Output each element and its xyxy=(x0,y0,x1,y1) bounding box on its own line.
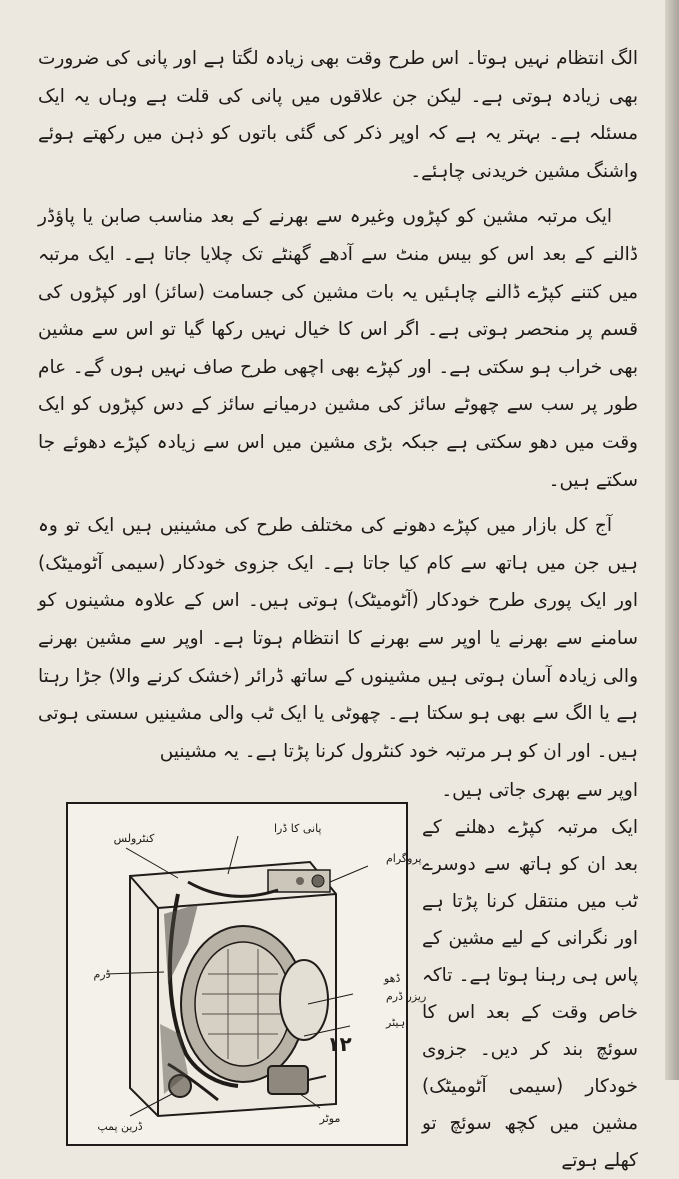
page-number: ۱۲ xyxy=(327,1032,352,1056)
side-line-1: اوپر سے بھری جاتی ہیں۔ xyxy=(441,780,638,802)
label-reservoir-drum: ریزر ڈرم xyxy=(386,990,427,1004)
label-program: پروگرام xyxy=(386,852,422,866)
side-column xyxy=(422,772,638,1179)
washing-machine-diagram xyxy=(66,802,427,1146)
book-page xyxy=(38,40,638,1172)
label-wash: ڈھو xyxy=(384,972,401,986)
side-paragraph: ایک مرتبہ کپڑے دھلنے کے بعد ان کو ہاتھ سے دوسرے ٹب میں منتقل کرنا پڑتا ہے اور نگرانی کے لیے مشین کے پاس ہی رہنا ہوتا ہے۔ تاکہ خاص وقت کے بعد اس کا سوئچ بند کر دیں۔ جزوی خودکار (سیمی آٹومیٹک) مشین میں کچھ سوئچ تو کھلے ہوتے xyxy=(422,817,638,1172)
washing-machine-illustration xyxy=(68,804,427,1144)
page-edge-shadow xyxy=(665,0,679,1080)
label-heater: ہیٹر xyxy=(386,1016,406,1030)
paragraph-2: ایک مرتبہ مشین کو کپڑوں وغیرہ سے بھرنے کے بعد مناسب صابن یا پاؤڈر ڈالنے کے بعد اس کو بیس منٹ سے آدھے گھنٹے تک چلایا جاتا ہے۔ ایک مرتبہ میں کتنے کپڑے ڈالنے چاہئیں یہ بات مشین کی جسامت (سائز) اور کپڑوں کی قسم پر منحصر ہوتی ہے۔ اگر اس کا خیال نہیں رکھا گیا تو اس سے مشین بھی خراب ہو سکتی ہے۔ اور کپڑے بھی اچھی طرح صاف نہیں ہوں گے۔ عام طور پر سب سے چھوٹے سائز کی مشین درمیانے سائز کے دس کپڑوں کو ایک وقت میں دھو سکتی ہے جبکہ بڑی مشین میں اس سے زیادہ کپڑے دھوئے جا سکتے ہیں۔ xyxy=(38,206,638,491)
paragraph-1: الگ انتظام نہیں ہوتا۔ اس طرح وقت بھی زیادہ لگتا ہے اور پانی کی ضرورت بھی زیادہ ہوتی ہے۔ لیکن جن علاقوں میں پانی کی قلت ہے وہاں یہ ایک مسئلہ ہے۔ بہتر یہ ہے کہ اوپر ذکر کی گئی باتوں کو ذہن میں رکھتے ہوئے واشنگ مشین خریدنی چاہئے۔ xyxy=(38,48,638,182)
label-controls: کنٹرولس xyxy=(113,832,155,846)
label-water-inlet: پانی کا ڈرا xyxy=(274,822,322,836)
label-motor: موٹر xyxy=(319,1112,341,1126)
label-drain-pump: ڈرین پمپ xyxy=(97,1120,143,1134)
figure-section xyxy=(38,772,638,1172)
label-drum: ڈرم xyxy=(93,968,111,982)
paragraph-3: آج کل بازار میں کپڑے دھونے کی مختلف طرح کی مشینیں ہیں ایک تو وہ ہیں جن میں ہاتھ سے کام کیا جاتا ہے۔ ایک جزوی خودکار (سیمی آٹومیٹک) اور ایک پوری طرح خودکار (آٹومیٹک) ہوتی ہیں۔ اس کے علاوہ مشینوں کو سامنے سے بھرنے یا اوپر سے بھرنے کا انتظام ہوتا ہے۔ اوپر سے مشین بھرنے والی زیادہ آسان ہوتی ہیں مشینوں کے ساتھ ڈرائر (خشک کرنے والا) جڑا رہتا ہے یا الگ سے بھی ہو سکتا ہے۔ چھوٹی یا ایک ٹب والی مشینیں سستی ہوتی ہیں۔ اور ان کو ہر مرتبہ خود کنٹرول کرنا پڑتا ہے۔ یہ مشینیں xyxy=(38,515,638,762)
